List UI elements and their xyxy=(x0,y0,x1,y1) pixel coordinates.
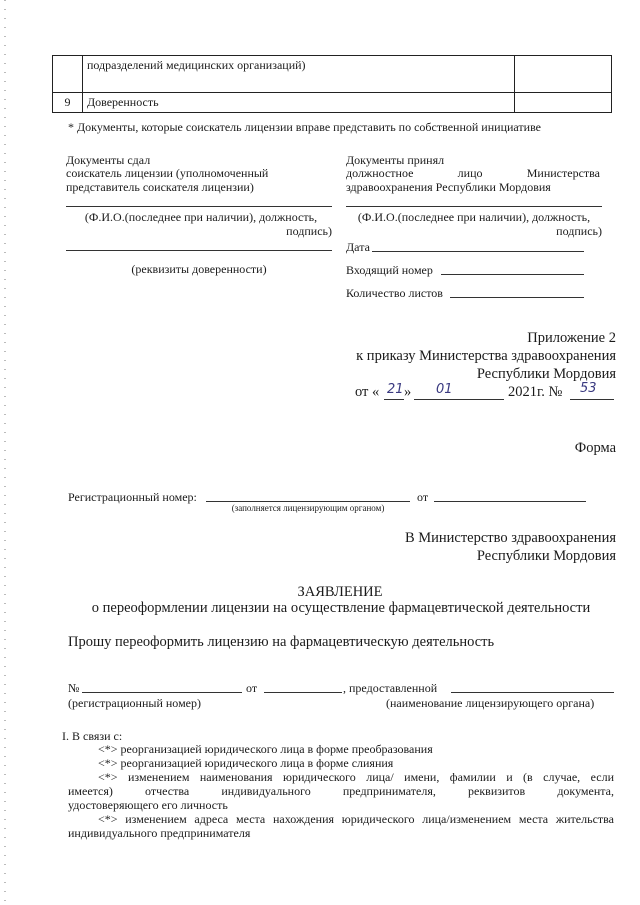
section1-item-cont: имеется) отчества индивидуального предпринимателя, реквизитов документа, xyxy=(68,784,614,798)
left-req: (реквизиты доверенности) xyxy=(131,262,267,276)
sheets-line xyxy=(450,297,584,298)
sheets-label: Количество листов xyxy=(346,286,443,300)
day-line xyxy=(384,399,404,400)
addressee-l2: Республики Мордовия xyxy=(476,548,616,564)
statement-request: Прошу переоформить лицензию на фармацевтическую деятельность xyxy=(68,634,495,650)
left-l1: Документы сдал xyxy=(66,153,151,167)
date-label: Дата xyxy=(346,240,370,254)
footnote: * Документы, которые соискатель лицензии вправе представить по собственной инициативе xyxy=(68,120,542,134)
right-fio2: подпись) xyxy=(556,224,602,238)
right-l2a: должностное xyxy=(346,166,414,180)
appendix-from: от « xyxy=(355,384,380,400)
left-fio1: (Ф.И.О.(последнее при наличии), должность, xyxy=(84,210,318,224)
section1-head: I. В связи с: xyxy=(62,729,123,743)
date-line xyxy=(372,251,584,252)
section1-item-cont: индивидуального предпринимателя xyxy=(68,826,251,840)
license-from: от xyxy=(246,681,258,695)
reg-label: Регистрационный номер: xyxy=(68,490,197,504)
reg-line xyxy=(206,501,410,502)
license-reg-num: (регистрационный номер) xyxy=(68,696,201,710)
right-l2b: лицо xyxy=(457,166,483,180)
statement-subtitle: о переоформлении лицензии на осуществление фармацевтической деятельности xyxy=(91,600,591,616)
appendix-title: Приложение 2 xyxy=(527,330,616,346)
left-req-line xyxy=(66,250,332,251)
appendix-l3: Республики Мордовия xyxy=(476,366,616,382)
section1-item: <*> реорганизацией юридического лица в форме слияния xyxy=(98,756,394,770)
section1-item-cont: удостоверяющего его личность xyxy=(68,798,228,812)
license-org-line xyxy=(451,692,614,693)
appendix-quote-close: » xyxy=(404,384,412,400)
addressee-l1: В Министерство здравоохранения xyxy=(404,530,616,546)
month-handwritten: 01 xyxy=(436,382,453,397)
license-no-line xyxy=(82,692,242,693)
table-cell-num: 9 xyxy=(53,93,83,113)
table-cell-num xyxy=(53,56,83,93)
license-no: № xyxy=(68,681,80,695)
reg-date-line xyxy=(434,501,586,502)
day-handwritten: 21 xyxy=(387,382,404,397)
license-date-line xyxy=(264,692,342,693)
documents-table xyxy=(52,55,612,113)
reg-note: (заполняется лицензирующим органом) xyxy=(231,503,385,513)
left-l2: соискатель лицензии (уполномоченный xyxy=(66,166,269,180)
incoming-line xyxy=(441,274,584,275)
appendix-l2: к приказу Министерства здравоохранения xyxy=(356,348,616,364)
number-line xyxy=(570,399,614,400)
left-fio2: подпись) xyxy=(286,224,332,238)
section1-item: <*> изменением наименования юридического лица/ имени, фамилии и (в случае, если xyxy=(98,770,614,784)
reg-from: от xyxy=(417,490,429,504)
table-cell-empty xyxy=(515,93,612,113)
right-l1: Документы принял xyxy=(346,153,445,167)
left-l3: представитель соискателя лицензии) xyxy=(66,180,254,194)
table-cell-text: Доверенность xyxy=(82,93,514,113)
form-label: Форма xyxy=(574,440,616,456)
right-l2c: Министерства xyxy=(526,166,600,180)
right-l2 xyxy=(346,166,600,181)
right-sign-line xyxy=(346,206,602,207)
table-cell-text: подразделений медицинских организаций) xyxy=(82,56,514,93)
month-line xyxy=(414,399,504,400)
table-row xyxy=(53,93,612,113)
right-l3: здравоохранения Республики Мордовия xyxy=(346,180,551,194)
right-fio1: (Ф.И.О.(последнее при наличии), должность, xyxy=(357,210,591,224)
section1-item: <*> реорганизацией юридического лица в форме преобразования xyxy=(98,742,433,756)
table-row xyxy=(53,56,612,93)
scan-edge-marks xyxy=(4,0,6,905)
license-org-name: (наименование лицензирующего органа) xyxy=(386,696,595,710)
left-sign-line xyxy=(66,206,332,207)
number-handwritten: 53 xyxy=(580,381,597,396)
statement-title: ЗАЯВЛЕНИЕ xyxy=(297,584,383,600)
table-cell-empty xyxy=(515,56,612,93)
incoming-label: Входящий номер xyxy=(346,263,433,277)
appendix-year: 2021г. № xyxy=(508,384,563,400)
license-provided: , предоставленной xyxy=(343,681,438,695)
section1-item: <*> изменением адреса места нахождения юридического лица/изменением места жительства xyxy=(98,812,614,826)
